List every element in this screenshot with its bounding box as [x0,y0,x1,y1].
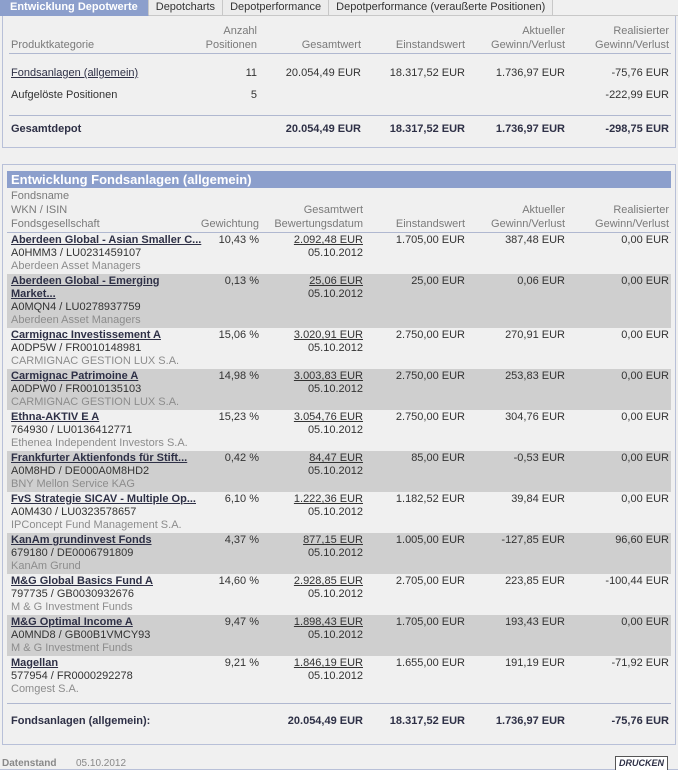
fund-current-gain: 270,91 EUR [505,329,565,341]
fund-valuation-date: 05.10.2012 [307,547,363,559]
fund-valuation-date: 05.10.2012 [307,383,363,395]
fund-company: CARMIGNAC GESTION LUX S.A. [11,396,180,408]
fund-realized-gain: 0,00 EUR [621,275,669,287]
fund-company: Aberdeen Asset Managers [11,260,141,272]
fund-realized-gain: 0,00 EUR [621,452,669,464]
fund-company: M & G Investment Funds [11,601,133,613]
fund-realized-gain: 0,00 EUR [621,411,669,423]
fund-cost: 2.705,00 EUR [395,575,465,587]
fund-company: CARMIGNAC GESTION LUX S.A. [11,355,180,367]
datenstand-date: 05.10.2012 [76,758,127,769]
fund-weight: 14,98 % [218,370,259,382]
fund-name-link[interactable]: M&G Global Basics Fund A [11,575,153,587]
header-gewichtung: Gewichtung [200,218,259,230]
fund-row [7,451,671,492]
realized-gain: -298,75 EUR [605,123,669,135]
fund-name-link[interactable]: Carmignac Patrimoine A [11,370,139,382]
fund-valuation-date: 05.10.2012 [307,342,363,354]
header-aktueller-gv: Gewinn/Verlust [491,218,565,230]
fund-cost: 1.005,00 EUR [395,534,465,546]
fund-valuation-date: 05.10.2012 [307,506,363,518]
current-gain: 1.736,97 EUR [495,715,565,727]
positions-count: 5 [250,89,257,101]
header-separator [9,53,671,54]
header-aktueller: Aktueller [522,204,565,216]
total-value: 20.054,49 EUR [285,67,361,79]
header-wkn-isin: WKN / ISIN [11,204,68,216]
header-aktueller-gv: Gewinn/Verlust [491,39,565,51]
fund-row [7,656,671,697]
header-realisierter-gv: Gewinn/Verlust [595,218,669,230]
fund-name-link[interactable]: Aberdeen Global - Emerging Market... [11,275,160,300]
fund-cost: 1.655,00 EUR [395,657,465,669]
header-realisierter: Realisierter [613,204,669,216]
fund-wkn-isin: A0MND8 / GB00B1VMCY93 [11,629,151,641]
header-produktkategorie: Produktkategorie [11,39,95,51]
fund-name-link[interactable]: Ethna-AKTIV E A [11,411,100,423]
fund-total-link[interactable]: 2.092,48 EUR [293,234,363,246]
gesamtdepot-label: Gesamtdepot [11,123,82,135]
fund-company: Ethenea Independent Investors S.A. [11,437,188,449]
fondsanlagen-total-label: Fondsanlagen (allgemein): [11,715,151,727]
fund-cost: 1.705,00 EUR [395,234,465,246]
fund-wkn-isin: 764930 / LU0136412771 [11,424,133,436]
fund-cost: 85,00 EUR [411,452,465,464]
fund-wkn-isin: A0MQN4 / LU0278937759 [11,301,141,313]
total-separator [7,703,671,704]
fund-current-gain: 387,48 EUR [505,234,565,246]
fund-valuation-date: 05.10.2012 [307,288,363,300]
fund-realized-gain: -71,92 EUR [611,657,669,669]
fund-cost: 2.750,00 EUR [395,329,465,341]
fund-realized-gain: 0,00 EUR [621,616,669,628]
total-value: 20.054,49 EUR [287,715,363,727]
fund-company: IPConcept Fund Management S.A. [11,519,182,531]
fund-total-link[interactable]: 1.222,36 EUR [293,493,363,505]
fund-wkn-isin: A0DPW0 / FR0010135103 [11,383,142,395]
fund-current-gain: -0,53 EUR [513,452,565,464]
fund-name-link[interactable]: Carmignac Investissement A [11,329,161,341]
fund-weight: 15,23 % [218,411,259,423]
header-realisierter-gv: Gewinn/Verlust [595,39,669,51]
fund-cost: 1.182,52 EUR [395,493,465,505]
fund-company: KanAm Grund [11,560,81,572]
fund-total-link[interactable]: 877,15 EUR [303,534,363,546]
fund-wkn-isin: 577954 / FR0000292278 [11,670,133,682]
fund-weight: 14,60 % [218,575,259,587]
tab-bar [0,0,678,16]
fund-total-link[interactable]: 2.928,85 EUR [293,575,363,587]
datenstand-label: Datenstand [2,758,57,769]
fund-current-gain: 0,06 EUR [517,275,565,287]
fund-realized-gain: 0,00 EUR [621,329,669,341]
fund-total-link[interactable]: 84,47 EUR [309,452,363,464]
fund-current-gain: 39,84 EUR [511,493,565,505]
section-title: Entwicklung Fondsanlagen (allgemein) [7,171,671,188]
fund-current-gain: 193,43 EUR [505,616,565,628]
cost-value: 18.317,52 EUR [389,123,465,135]
positions-count: 11 [245,67,257,79]
fund-row [7,492,671,533]
header-einstandswert: Einstandswert [395,218,465,230]
fund-wkn-isin: 679180 / DE0006791809 [11,547,134,559]
fund-wkn-isin: A0M8HD / DE000A0M8HD2 [11,465,150,477]
fund-row [7,410,671,451]
fund-row [7,274,671,328]
fund-total-link[interactable]: 1.898,43 EUR [293,616,363,628]
fund-valuation-date: 05.10.2012 [307,424,363,436]
overview-panel [2,16,676,148]
header-anzahl: Anzahl [223,25,257,37]
realized-gain: -75,76 EUR [611,715,669,727]
fund-current-gain: 253,83 EUR [505,370,565,382]
fund-name-link[interactable]: FvS Strategie SICAV - Multiple Op... [11,493,196,505]
fund-row [7,533,671,574]
fund-weight: 10,43 % [218,234,259,246]
header-gesamtwert: Gesamtwert [303,204,363,216]
tab-bar-filler [553,0,678,16]
current-gain: 1.736,97 EUR [495,123,565,135]
aufgeloeste-positionen: Aufgelöste Positionen [11,89,118,101]
fund-cost: 2.750,00 EUR [395,411,465,423]
cost-value: 18.317,52 EUR [389,67,465,79]
fund-weight: 4,37 % [224,534,259,546]
fund-cost: 2.750,00 EUR [395,370,465,382]
fund-wkn-isin: A0M430 / LU0323578657 [11,506,137,518]
fund-current-gain: 223,85 EUR [505,575,565,587]
fund-name-link[interactable]: M&G Optimal Income A [11,616,133,628]
tab-depotperformance-verausserte[interactable]: Depotperformance (veraußerte Positionen) [329,0,553,16]
fund-weight: 15,06 % [218,329,259,341]
fund-row [7,369,671,410]
fund-current-gain: 304,76 EUR [505,411,565,423]
tab-depotcharts[interactable]: Depotcharts [149,0,223,16]
cost-value: 18.317,52 EUR [389,715,465,727]
fund-valuation-date: 05.10.2012 [307,588,363,600]
fondsanlagen-link[interactable]: Fondsanlagen (allgemein) [11,67,139,79]
fund-company: M & G Investment Funds [11,642,133,654]
fund-total-link[interactable]: 3.003,83 EUR [293,370,363,382]
fund-valuation-date: 05.10.2012 [307,629,363,641]
fund-row [7,328,671,369]
fund-company: BNY Mellon Service KAG [11,478,135,490]
funds-panel [2,164,676,745]
header-aktueller: Aktueller [522,25,565,37]
header-positionen: Positionen [205,39,257,51]
fund-company: Comgest S.A. [11,683,79,695]
fund-total-link[interactable]: 3.054,76 EUR [293,411,363,423]
realized-gain: -222,99 EUR [605,89,669,101]
fund-row [7,574,671,615]
footer [0,752,678,770]
print-button[interactable]: DRUCKEN [615,756,668,770]
fund-row [7,233,671,274]
fund-realized-gain: 0,00 EUR [621,370,669,382]
fund-realized-gain: 0,00 EUR [621,493,669,505]
fund-cost: 25,00 EUR [411,275,465,287]
fund-weight: 0,13 % [224,275,259,287]
fund-name-link[interactable]: Magellan [11,657,59,669]
fund-current-gain: 191,19 EUR [505,657,565,669]
total-separator [9,115,671,116]
fund-company: Aberdeen Asset Managers [11,314,141,326]
fund-name-link[interactable]: KanAm grundinvest Fonds [11,534,152,546]
fund-cost: 1.705,00 EUR [395,616,465,628]
fund-realized-gain: -100,44 EUR [605,575,669,587]
fund-current-gain: -127,85 EUR [501,534,565,546]
fund-weight: 9,21 % [224,657,259,669]
fund-total-link[interactable]: 3.020,91 EUR [293,329,363,341]
fund-valuation-date: 05.10.2012 [307,670,363,682]
fund-name-link[interactable]: Aberdeen Global - Asian Smaller C... [11,234,202,246]
fund-wkn-isin: A0HMM3 / LU0231459107 [11,247,142,259]
fund-weight: 0,42 % [224,452,259,464]
fund-row [7,615,671,656]
header-bewertungsdatum: Bewertungsdatum [274,218,363,230]
header-fondsgesellschaft: Fondsgesellschaft [11,218,100,230]
fund-name-link[interactable]: Frankfurter Aktienfonds für Stift... [11,452,188,464]
header-fondsname: Fondsname [11,190,70,202]
fund-realized-gain: 96,60 EUR [615,534,669,546]
total-value: 20.054,49 EUR [285,123,361,135]
header-einstandswert: Einstandswert [395,39,465,51]
fund-weight: 9,47 % [224,616,259,628]
fund-valuation-date: 05.10.2012 [307,247,363,259]
fund-wkn-isin: 797735 / GB0030932676 [11,588,134,600]
tab-depotperformance[interactable]: Depotperformance [223,0,329,16]
fund-total-link[interactable]: 1.846,19 EUR [293,657,363,669]
header-gesamtwert: Gesamtwert [301,39,361,51]
header-realisierter: Realisierter [613,25,669,37]
fund-total-link[interactable]: 25,06 EUR [309,275,363,287]
tab-entwicklung-depotwerte[interactable]: Entwicklung Depotwerte [0,0,149,16]
fund-realized-gain: 0,00 EUR [621,234,669,246]
current-gain: 1.736,97 EUR [495,67,565,79]
fund-wkn-isin: A0DP5W / FR0010148981 [11,342,142,354]
realized-gain: -75,76 EUR [611,67,669,79]
fund-weight: 6,10 % [224,493,259,505]
fund-valuation-date: 05.10.2012 [307,465,363,477]
